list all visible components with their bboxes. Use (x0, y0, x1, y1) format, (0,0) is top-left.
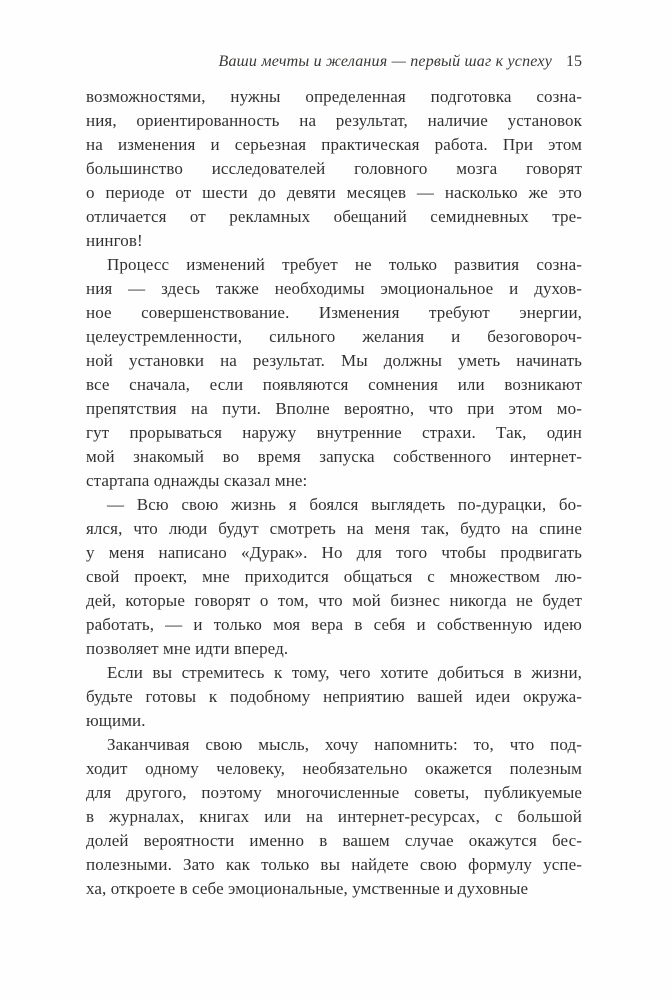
paragraph (86, 493, 582, 661)
text-line: ния — здесь также необходимы эмоциональное и духов- (86, 279, 582, 298)
text-line: нингов! (86, 231, 143, 250)
running-head (86, 52, 582, 72)
text-line: Если вы стремитесь к тому, чего хотите добиться в жизни, (107, 663, 582, 682)
text-line: гут прорываться наружу внутренние страхи. Так, один (86, 423, 582, 442)
text-line: на изменения и серьезная практическая работа. При этом (86, 135, 582, 154)
text-line: дей, которые говорят о том, что мой бизнес никогда не будет (86, 591, 582, 610)
body-text (86, 85, 582, 901)
text-line: о периоде от шести до девяти месяцев — насколько же это (86, 183, 582, 202)
text-line: препятствия на пути. Вполне вероятно, что при этом мо- (86, 399, 582, 418)
text-line: — Всю свою жизнь я боялся выглядеть по-дурацки, бо- (107, 495, 582, 514)
text-line: мой знакомый во время запуска собственного интернет- (86, 447, 582, 466)
text-line: у меня написано «Дурак». Но для того чтобы продвигать (86, 543, 582, 562)
text-line: ходит одному человеку, необязательно окажется полезным (86, 759, 582, 778)
text-line: ное совершенствование. Изменения требуют энергии, (86, 303, 582, 322)
text-line: целеустремленности, сильного желания и безоговороч- (86, 327, 582, 346)
text-line: ялся, что люди будут смотреть на меня так, будто на спине (86, 519, 582, 538)
paragraph (86, 733, 582, 901)
text-line: ной установки на результат. Мы должны уметь начинать (86, 351, 582, 370)
paragraph (86, 661, 582, 733)
paragraph (86, 85, 582, 253)
text-line: в журналах, книгах или на интернет-ресурсах, с большой (86, 807, 582, 826)
text-line: полезными. Зато как только вы найдете свою формулу успе- (86, 855, 582, 874)
paragraph (86, 253, 582, 493)
text-line: Заканчивая свою мысль, хочу напомнить: то, что под- (107, 735, 582, 754)
text-line: долей вероятности именно в вашем случае окажутся бес- (86, 831, 582, 850)
text-line: отличается от рекламных обещаний семидневных тре- (86, 207, 582, 226)
text-line: возможностями, нужны определенная подготовка созна- (86, 87, 582, 106)
text-line: для другого, поэтому многочисленные советы, публикуемые (86, 783, 582, 802)
text-line: ния, ориентированность на результат, наличие установок (86, 111, 582, 130)
running-head-title: Ваши мечты и желания — первый шаг к успеху (218, 53, 552, 70)
text-line: работать, — и только моя вера в себя и собственную идею (86, 615, 582, 634)
text-line: большинство исследователей головного мозга говорят (86, 159, 582, 178)
text-line: ющими. (86, 711, 146, 730)
text-line: Процесс изменений требует не только развития созна- (107, 255, 582, 274)
text-line: будьте готовы к подобному неприятию вашей идеи окружа- (86, 687, 582, 706)
text-line: ха, откроете в себе эмоциональные, умственные и духовные (86, 879, 529, 898)
text-line: все сначала, если появляются сомнения или возникают (86, 375, 582, 394)
page-number: 15 (566, 53, 582, 70)
text-line: свой проект, мне приходится общаться с множеством лю- (86, 567, 582, 586)
text-line: позволяет мне идти вперед. (86, 639, 289, 658)
text-line: стартапа однажды сказал мне: (86, 471, 308, 490)
